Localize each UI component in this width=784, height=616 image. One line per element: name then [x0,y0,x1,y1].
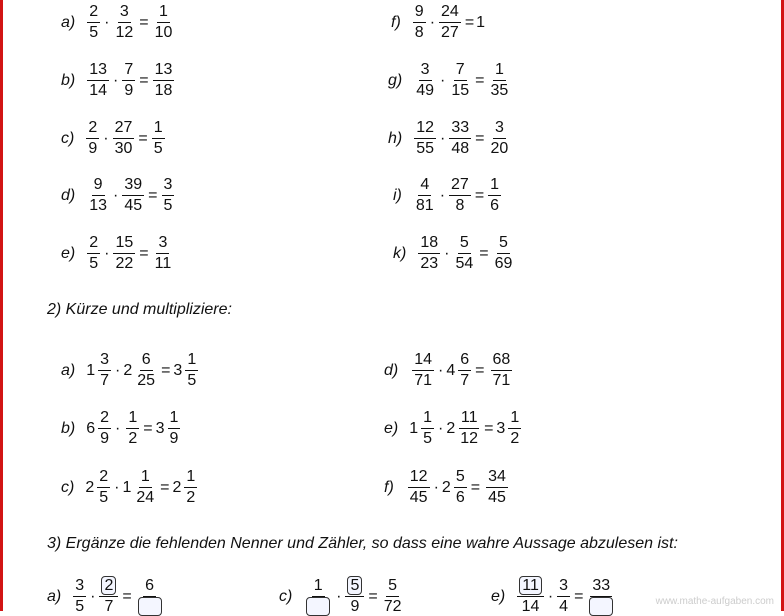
exercise-2b: b) 6 $\frac{2}{9}$ · $\frac{1}{2}$ = 3 $\frac{1}{9}$ [61,409,179,447]
result-fraction: $\frac{3}{20}$ [490,119,509,157]
result-value: 1 [476,13,486,31]
exercise-2d: d) $\frac{14}{71}$ · 4 $\frac{6}{7}$ = $\frac{68}{71}$ [384,351,511,389]
result-fraction: $\frac{5}{69}$ [494,234,513,272]
filled-answer-box[interactable]: 11 [519,576,542,595]
fraction: $\frac{5}{9}$ [345,578,364,615]
exercise-3e: e) $\frac{11}{14}$ · $\frac{3}{4}$ = 33 [491,578,617,615]
item-label: f) [391,13,401,31]
item-label: b) [61,419,76,437]
item-label: d) [384,361,399,379]
result-fraction: $\frac{68}{71}$ [492,351,511,389]
result-fraction: 6 [136,578,164,615]
exercise-2c: c) 2 $\frac{2}{5}$ · 1 $\frac{1}{24}$ = 2 $\frac{1}{2}$ [61,468,196,506]
result-fraction: $\frac{34}{45}$ [488,468,506,506]
exercise-1d: d) $\frac{9}{13}$ · $\frac{39}{45}$ = $\frac{3}{5}$ [61,176,173,214]
result-fraction: $\frac{5}{72}$ [383,577,402,615]
result-fraction: $\frac{3}{11}$ [154,234,172,272]
item-label: b) [61,71,76,89]
filled-answer-box[interactable]: 2 [101,576,116,595]
fraction: $\frac{12}{45}$ [409,468,428,506]
frame-left-border [0,0,3,611]
item-label: h) [388,129,403,147]
result-fraction: $\frac{1}{2}$ [510,409,520,447]
fraction: $\frac{6}{25}$ [137,351,156,389]
fraction: $\frac{1}{2}$ [128,409,138,447]
section-2-heading: 2) Kürze und multipliziere: [47,301,232,318]
fraction: $\frac{14}{71}$ [414,351,433,389]
fraction: $\frac{1}{24}$ [136,468,155,506]
fraction: $\frac{12}{55}$ [416,119,435,157]
item-label: c) [279,587,293,605]
filled-answer-box[interactable]: 5 [347,576,362,595]
result-fraction: 33 [587,578,615,615]
exercise-2f: f) $\frac{12}{45}$ · 2 $\frac{5}{6}$ = $\frac{34}{45}$ [384,468,506,506]
exercise-2e: e) 1 $\frac{1}{5}$ · 2 $\frac{11}{12}$ = 3 $\frac{1}{2}$ [384,409,520,447]
result-fraction: $\frac{1}{5}$ [153,119,163,157]
item-label: e) [61,244,76,262]
fraction: $\frac{2}{5}$ [89,3,99,41]
fraction: $\frac{1}{5}$ [423,409,433,447]
exercise-3a: a) $\frac{3}{5}$ · $\frac{2}{7}$ = 6 [47,578,166,615]
exercise-1f: f) $\frac{9}{8}$ · $\frac{24}{27}$ = 1 [391,3,486,41]
item-label: k) [393,244,407,262]
item-label: g) [388,71,403,89]
fraction: $\frac{11}{14}$ [517,578,544,615]
empty-answer-box[interactable] [138,597,162,616]
fraction: $\frac{3}{49}$ [416,61,435,99]
fraction: $\frac{6}{7}$ [460,351,470,389]
fraction: $\frac{27}{8}$ [451,176,469,214]
item-label: c) [61,478,75,496]
fraction: 1 [304,578,332,615]
exercise-2a: a) 1 $\frac{3}{7}$ · 2 $\frac{6}{25}$ = 3 $\frac{1}{5}$ [61,351,197,389]
item-label: d) [61,186,76,204]
item-label: e) [384,419,399,437]
result-fraction: $\frac{13}{18}$ [154,61,173,99]
result-fraction: $\frac{1}{5}$ [187,351,197,389]
fraction: $\frac{3}{5}$ [75,577,85,615]
fraction: $\frac{3}{12}$ [115,3,134,41]
item-label: f) [384,478,394,496]
fraction: $\frac{39}{45}$ [124,176,143,214]
fraction: $\frac{9}{8}$ [414,3,424,41]
result-fraction: $\frac{1}{2}$ [186,468,196,506]
result-fraction: $\frac{1}{10}$ [154,3,173,41]
fraction: $\frac{3}{7}$ [100,351,110,389]
fraction: $\frac{2}{7}$ [99,578,118,615]
fraction: $\frac{15}{22}$ [115,234,134,272]
fraction: $\frac{11}{12}$ [460,409,479,447]
fraction: $\frac{2}{5}$ [89,234,99,272]
result-fraction: $\frac{1}{6}$ [490,176,500,214]
item-label: i) [393,186,402,204]
fraction: $\frac{9}{13}$ [89,176,108,214]
exercise-3c: c) 1 · $\frac{5}{9}$ = $\frac{5}{72}$ [279,577,402,615]
result-fraction: $\frac{1}{35}$ [490,61,509,99]
exercise-1k: k) $\frac{18}{23}$ · $\frac{5}{54}$ = $\frac{5}{69}$ [393,234,513,272]
exercise-1b: b) $\frac{13}{14}$ · $\frac{7}{9}$ = $\frac{13}{18}$ [61,61,173,99]
item-label: c) [61,129,75,147]
exercise-1h: h) $\frac{12}{55}$ · $\frac{33}{48}$ = $\frac{3}{20}$ [388,119,509,157]
item-label: a) [47,587,62,605]
fraction: $\frac{2}{5}$ [99,468,109,506]
exercise-1g: g) $\frac{3}{49}$ · $\frac{7}{15}$ = $\frac{1}{35}$ [388,61,509,99]
item-label: e) [491,587,506,605]
fraction: $\frac{7}{15}$ [451,61,470,99]
empty-answer-box[interactable] [589,597,613,616]
exercise-1c: c) $\frac{2}{9}$ · $\frac{27}{30}$ = $\frac{1}{5}$ [61,119,163,157]
fraction: $\frac{5}{54}$ [455,234,474,272]
fraction: $\frac{2}{9}$ [100,409,110,447]
exercise-1e: e) $\frac{2}{5}$ · $\frac{15}{22}$ = $\frac{3}{11}$ [61,234,172,272]
fraction: $\frac{2}{9}$ [88,119,98,157]
fraction: $\frac{3}{4}$ [559,577,569,615]
section-3-heading: 3) Ergänze die fehlenden Nenner und Zähler, so dass eine wahre Aussage abzulesen ist: [47,535,678,552]
item-label: a) [61,13,76,31]
exercise-1i: i) $\frac{4}{81}$ · $\frac{27}{8}$ = $\frac{1}{6}$ [393,176,500,214]
fraction: $\frac{27}{30}$ [114,119,133,157]
empty-answer-box[interactable] [306,597,330,616]
fraction: $\frac{18}{23}$ [420,234,439,272]
fraction: $\frac{24}{27}$ [441,3,459,41]
fraction: $\frac{33}{48}$ [451,119,470,157]
item-label: a) [61,361,76,379]
fraction: $\frac{13}{14}$ [89,61,108,99]
result-fraction: $\frac{1}{9}$ [169,409,179,447]
fraction: $\frac{4}{81}$ [415,176,434,214]
fraction: $\frac{7}{9}$ [124,61,134,99]
result-fraction: $\frac{3}{5}$ [163,176,173,214]
fraction: $\frac{5}{6}$ [455,468,465,506]
exercise-1a: a) $\frac{2}{5}$ · $\frac{3}{12}$ = $\frac{1}{10}$ [61,3,173,41]
watermark: www.mathe-aufgaben.com [655,596,774,607]
